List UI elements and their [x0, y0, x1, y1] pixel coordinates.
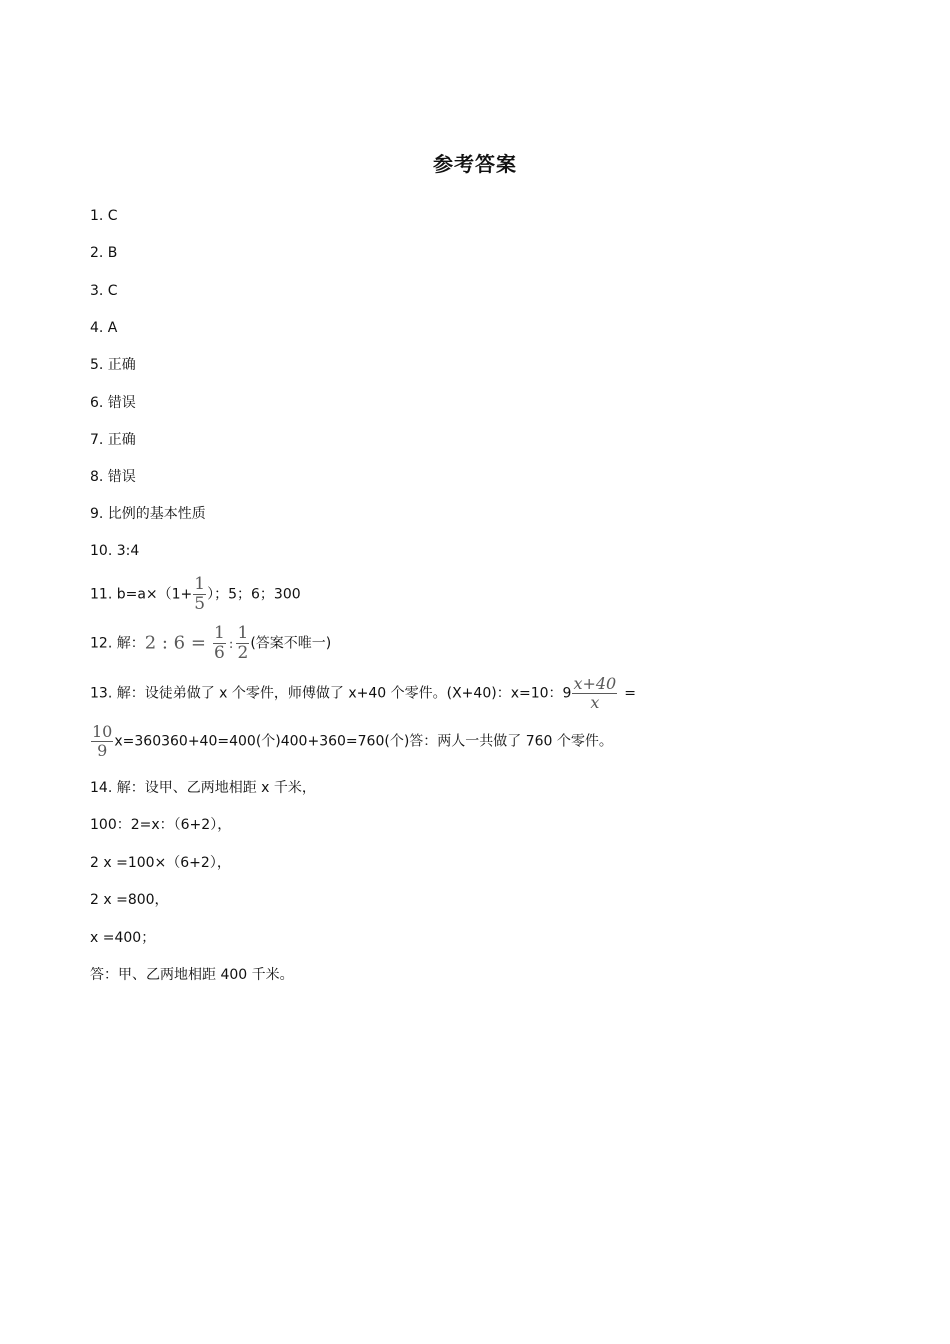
fraction-one-sixth [213, 625, 226, 662]
answer-13-line-1 [90, 676, 636, 711]
answer-14-line-1: 14. 解：设甲、乙两地相距 x 千米， [90, 780, 316, 796]
fraction-numerator: 1 [237, 623, 249, 643]
fraction-one-half [236, 625, 249, 662]
fraction-denominator: 9 [97, 741, 108, 760]
fraction-denominator: 6 [213, 643, 225, 663]
answer-5: 5. 正确 [90, 357, 136, 373]
fraction-denominator: 5 [194, 594, 206, 614]
answer-13-line-2 [90, 724, 613, 759]
answer-1: 1. C [90, 208, 118, 224]
answer-11 [90, 576, 301, 613]
answer-10: 10. 3:4 [90, 543, 140, 559]
answer-2: 2. B [90, 245, 118, 261]
fraction-one-fifth [193, 576, 206, 613]
answer-12 [90, 625, 331, 662]
answer-11-prefix: 11. b=a×（1+ [90, 586, 193, 603]
fraction-denominator: x [590, 693, 600, 712]
answer-14-line-5: x =400； [90, 930, 156, 946]
answer-7: 7. 正确 [90, 432, 136, 448]
fraction-ten-ninths [91, 724, 113, 759]
answer-9: 9. 比例的基本性质 [90, 506, 206, 522]
equals-sign: = [624, 685, 636, 702]
answer-12-suffix: (答案不唯一) [250, 635, 332, 652]
answer-13-text: 13. 解：设徒弟做了 x 个零件，师傅做了 x+40 个零件。(X+40)：x=10：9 [90, 685, 572, 702]
fraction-numerator: 1 [213, 623, 225, 643]
ratio-colon: : [228, 635, 234, 652]
ratio-expression: 2 : 6 = [144, 632, 206, 654]
answer-12-prefix: 12. 解： [90, 635, 145, 652]
answer-6: 6. 错误 [90, 395, 136, 411]
answer-3: 3. C [90, 283, 118, 299]
answer-4: 4. A [90, 320, 118, 336]
answer-14-line-3: 2 x =100×（6+2）， [90, 855, 231, 871]
answer-11-suffix: ）；5；6；300 [207, 586, 301, 603]
fraction-numerator: 10 [92, 722, 113, 741]
answer-13-continuation: x=360360+40=400(个)400+360=760(个)答：两人一共做了 760 个零件。 [114, 733, 613, 750]
fraction-x-plus-40-over-x [572, 676, 617, 711]
fraction-numerator: x+40 [573, 674, 617, 693]
answer-14-line-6: 答：甲、乙两地相距 400 千米。 [90, 967, 294, 983]
answer-14-line-4: 2 x =800， [90, 892, 169, 908]
page-title: 参考答案 [433, 152, 517, 176]
fraction-numerator: 1 [194, 574, 206, 594]
fraction-denominator: 2 [237, 643, 249, 663]
answer-8: 8. 错误 [90, 469, 136, 485]
answer-14-line-2: 100：2=x：（6+2）， [90, 817, 232, 833]
